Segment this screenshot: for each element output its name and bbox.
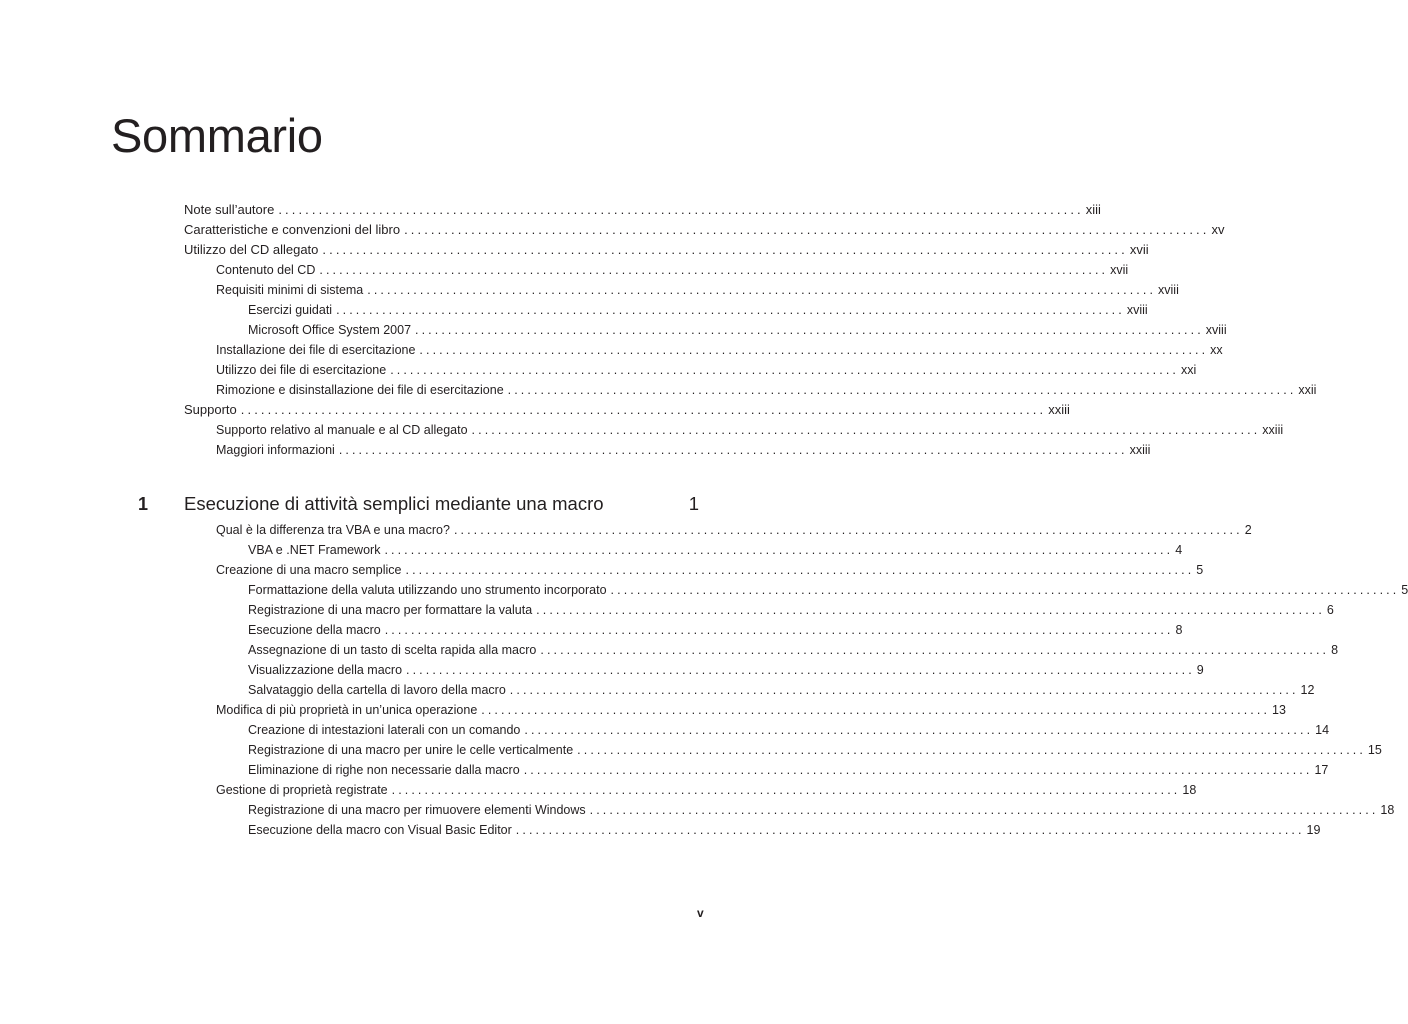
dot-leader: ........................................................................................................................ — [338, 443, 1128, 457]
dot-leader: ........................................................................................................................ — [404, 222, 1210, 237]
dot-leader: ........................................................................................................................ — [509, 683, 1299, 697]
dot-leader: ........................................................................................................................ — [471, 423, 1261, 437]
toc-entry-label: Rimozione e disinstallazione dei file di esercitazione — [216, 383, 504, 397]
dot-leader: ........................................................................................................................ — [540, 643, 1330, 657]
toc-entry[interactable] — [248, 758, 1329, 778]
toc-entry-page: 6 — [1326, 603, 1334, 617]
dot-leader: ........................................................................................................................ — [577, 743, 1366, 757]
dot-leader: ........................................................................................................................ — [367, 283, 1157, 297]
dot-leader: ........................................................................................................................ — [415, 323, 1204, 337]
toc-entry-page: 2 — [1244, 523, 1252, 537]
dot-leader: ........................................................................................................................ — [536, 603, 1325, 617]
toc-entry[interactable] — [248, 598, 1334, 618]
toc-entry-page: 14 — [1315, 723, 1330, 737]
dot-leader: ........................................................................................................................ — [453, 523, 1243, 537]
toc-entry[interactable] — [248, 538, 1183, 558]
chapter-heading — [184, 492, 699, 516]
toc-entry-page: xvii — [1110, 263, 1129, 277]
toc-entry-label: Assegnazione di un tasto di scelta rapida alla macro — [248, 643, 537, 657]
toc-entry-page: 19 — [1306, 823, 1321, 837]
toc-entry-label: Utilizzo del CD allegato — [184, 242, 319, 257]
toc-entry[interactable] — [248, 638, 1339, 658]
toc-entry-page: xviii — [1126, 303, 1148, 317]
toc-entry-label: Esercizi guidati — [248, 303, 333, 317]
toc-entry-label: Microsoft Office System 2007 — [248, 323, 412, 337]
toc-entry-label: Note sull’autore — [184, 202, 275, 217]
toc-entry-page: xiii — [1085, 202, 1101, 217]
dot-leader: ........................................................................................................................ — [507, 383, 1297, 397]
toc-entry[interactable] — [248, 658, 1204, 678]
toc-entry-label: Esecuzione della macro — [248, 623, 381, 637]
toc-entry[interactable] — [184, 398, 1070, 418]
toc-entry[interactable] — [216, 518, 1252, 538]
toc-entry-label: VBA e .NET Framework — [248, 543, 381, 557]
dot-leader: ........................................................................................................................ — [406, 663, 1195, 677]
dot-leader: ........................................................................................................................ — [240, 402, 1047, 417]
chapter-page: 1 — [688, 493, 699, 514]
dot-leader: ........................................................................................................................ — [391, 783, 1181, 797]
toc-entry-page: 5 — [1196, 563, 1204, 577]
toc-entry-label: Salvataggio della cartella di lavoro della macro — [248, 683, 506, 697]
toc-entry[interactable] — [184, 238, 1149, 258]
toc-entry-page: xxi — [1180, 363, 1197, 377]
dot-leader: ........................................................................................................................ — [589, 803, 1379, 817]
toc-entry-label: Visualizzazione della macro — [248, 663, 403, 677]
toc-entry[interactable] — [248, 578, 1408, 598]
toc-entry-label: Registrazione di una macro per rimuovere elementi Windows — [248, 803, 586, 817]
toc-entry-page: 13 — [1272, 703, 1286, 717]
toc-entry-page: 5 — [1401, 583, 1408, 597]
dot-leader: ........................................................................................................................ — [319, 263, 1109, 277]
toc-entry[interactable] — [184, 218, 1225, 238]
toc-entry-page: xxiii — [1048, 402, 1070, 417]
toc-entry[interactable] — [248, 798, 1395, 818]
dot-leader: ........................................................................................................................ — [278, 202, 1084, 217]
dot-leader: ........................................................................................................................ — [610, 583, 1400, 597]
dot-leader: ........................................................................................................................ — [405, 563, 1195, 577]
toc-entry-page: 12 — [1300, 683, 1315, 697]
toc-entry-label: Formattazione della valuta utilizzando uno strumento incorporato — [248, 583, 607, 597]
toc-entry[interactable] — [216, 258, 1129, 278]
chapter-title: Esecuzione di attività semplici mediante una macro — [184, 493, 604, 514]
toc-entry[interactable] — [216, 418, 1284, 438]
toc-entry-page: 18 — [1182, 783, 1197, 797]
dot-leader: ........................................................................................................................ — [523, 763, 1313, 777]
toc-entry-page: xx — [1210, 343, 1223, 357]
toc-entry[interactable] — [216, 358, 1197, 378]
toc-entry-label: Supporto relativo al manuale e al CD allegato — [216, 423, 468, 437]
dot-leader: ........................................................................................................................ — [419, 343, 1209, 357]
toc-entry[interactable] — [248, 678, 1315, 698]
dot-leader: ........................................................................................................................ — [390, 363, 1179, 377]
toc-entry-label: Installazione dei file di esercitazione — [216, 343, 416, 357]
toc-entry-page: xviii — [1158, 283, 1179, 297]
toc-entry-label: Maggiori informazioni — [216, 443, 335, 457]
toc-entry[interactable] — [248, 298, 1148, 318]
toc-entry-label: Requisiti minimi di sistema — [216, 283, 364, 297]
toc-entry-label: Utilizzo dei file di esercitazione — [216, 363, 387, 377]
toc-entry-page: 9 — [1196, 663, 1204, 677]
toc-entry-page: 17 — [1314, 763, 1329, 777]
toc-entry-label: Gestione di proprietà registrate — [216, 783, 388, 797]
page-title: Sommario — [111, 109, 323, 162]
toc-entry-page: 18 — [1380, 803, 1395, 817]
toc-entry-page: 8 — [1175, 623, 1183, 637]
page-number: v — [697, 906, 704, 920]
toc-entry-label: Eliminazione di righe non necessarie dalla macro — [248, 763, 520, 777]
dot-leader: ........................................................................................................................ — [524, 723, 1314, 737]
toc-entry[interactable] — [248, 738, 1382, 758]
toc-entry[interactable] — [248, 318, 1227, 338]
toc-entry[interactable] — [216, 698, 1286, 718]
toc-entry[interactable] — [248, 618, 1183, 638]
chapter-number: 1 — [138, 494, 149, 514]
toc-entry-label: Registrazione di una macro per unire le celle verticalmente — [248, 743, 574, 757]
toc-entry-page: 8 — [1331, 643, 1339, 657]
dot-leader: ........................................................................................................................ — [336, 303, 1125, 317]
toc-entry-label: Registrazione di una macro per formattare la valuta — [248, 603, 533, 617]
toc-entry-page: 15 — [1367, 743, 1382, 757]
toc-entry-page: xvii — [1129, 242, 1149, 257]
toc-entry[interactable] — [216, 438, 1151, 458]
toc-entry[interactable] — [216, 558, 1204, 578]
toc-entry[interactable] — [248, 818, 1321, 838]
toc-entry-label: Esecuzione della macro con Visual Basic Editor — [248, 823, 512, 837]
toc-entry-label: Supporto — [184, 402, 237, 417]
dot-leader: ........................................................................................................................ — [384, 543, 1174, 557]
toc-entry-page: xv — [1211, 222, 1225, 237]
toc-entry[interactable] — [216, 378, 1317, 398]
dot-leader: ........................................................................................................................ — [322, 242, 1128, 257]
toc-entry-label: Creazione di intestazioni laterali con un comando — [248, 723, 521, 737]
dot-leader: ........................................................................................................................ — [481, 703, 1271, 717]
dot-leader: ........................................................................................................................ — [384, 623, 1174, 637]
toc-entry[interactable] — [184, 198, 1101, 218]
toc-entry[interactable] — [216, 278, 1179, 298]
toc-entry-page: xxiii — [1129, 443, 1151, 457]
dot-leader: ........................................................................................................................ — [515, 823, 1305, 837]
toc-entry-label: Qual è la differenza tra VBA e una macro? — [216, 523, 450, 537]
toc-entry-page: xxii — [1298, 383, 1317, 397]
toc-entry[interactable] — [216, 338, 1223, 358]
toc-entry-page: 4 — [1175, 543, 1183, 557]
toc-entry-label: Modifica di più proprietà in un’unica operazione — [216, 703, 478, 717]
toc-entry-page: xxiii — [1262, 423, 1284, 437]
toc-entry-page: xviii — [1205, 323, 1227, 337]
toc-entry-label: Contenuto del CD — [216, 263, 316, 277]
toc-entry-label: Creazione di una macro semplice — [216, 563, 402, 577]
toc-entry[interactable] — [216, 778, 1197, 798]
toc-entry[interactable] — [248, 718, 1330, 738]
toc-entry-label: Caratteristiche e convenzioni del libro — [184, 222, 401, 237]
